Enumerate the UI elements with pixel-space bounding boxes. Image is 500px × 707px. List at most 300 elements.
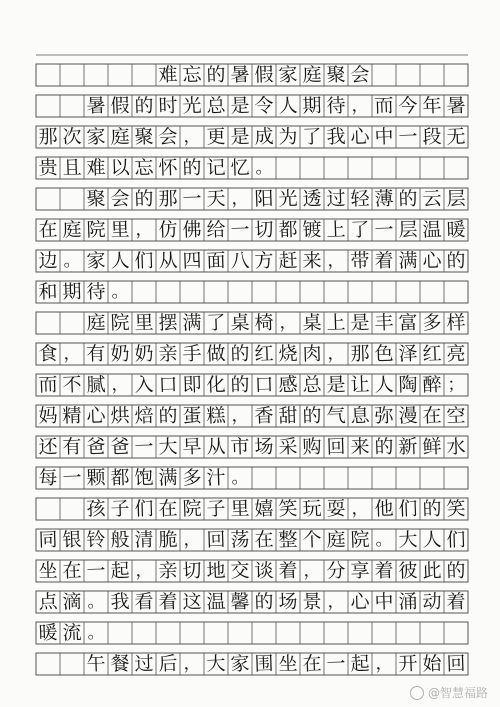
grid-cell: 息 xyxy=(350,404,370,428)
essay-line xyxy=(36,374,468,396)
grid-cell: 不 xyxy=(62,373,82,397)
grid-cell: 天 xyxy=(206,187,226,211)
grid-cell: 新 xyxy=(398,435,418,459)
grid-cell: 的 xyxy=(374,435,394,459)
grid-cell: 暑 xyxy=(230,63,250,87)
grid-cell: 会 xyxy=(350,63,370,87)
grid-cell: 在 xyxy=(254,528,274,552)
grid-cell: 即 xyxy=(182,373,202,397)
grid-cell: 坐 xyxy=(278,652,298,676)
grid-cell: 醉 xyxy=(422,373,442,397)
essay-line xyxy=(36,281,468,303)
grid-cell: 食 xyxy=(38,342,58,366)
grid-cell: 流 xyxy=(62,621,82,645)
grid-cell: 家 xyxy=(278,63,298,87)
grid-cell: 泽 xyxy=(398,342,418,366)
grid-cell xyxy=(204,622,229,645)
grid-cell: 回 xyxy=(326,435,346,459)
grid-cell: 妈 xyxy=(38,404,58,428)
grid-cell: 八 xyxy=(230,249,250,273)
grid-cell xyxy=(132,64,157,87)
grid-cell xyxy=(204,281,229,304)
grid-cell: 成 xyxy=(254,125,274,149)
grid-cell: 仿 xyxy=(158,218,178,242)
grid-cell: 清 xyxy=(134,528,154,552)
grid-cell: 都 xyxy=(110,466,130,490)
grid-cell: 空 xyxy=(446,404,466,428)
grid-cell: 忘 xyxy=(134,156,154,180)
grid-cell: ， xyxy=(375,653,393,675)
grid-cell: 从 xyxy=(158,249,178,273)
grid-cell: 的 xyxy=(446,559,466,583)
grid-cell: 水 xyxy=(446,435,466,459)
grid-cell: 分 xyxy=(326,559,346,583)
grid-cell: 庭 xyxy=(110,125,130,149)
grid-cell xyxy=(252,622,277,645)
watermark-logo-icon xyxy=(410,686,424,700)
grid-cell: 一 xyxy=(374,218,394,242)
grid-cell: 围 xyxy=(254,652,274,676)
essay-line xyxy=(36,219,468,241)
grid-cell: 以 xyxy=(110,156,130,180)
grid-cell: 那 xyxy=(158,187,178,211)
grid-cell xyxy=(228,281,253,304)
grid-cell: 的 xyxy=(398,187,418,211)
grid-cell xyxy=(300,281,325,304)
grid-cell: 椅 xyxy=(254,311,274,335)
grid-cell: 难 xyxy=(86,156,106,180)
grid-cell: 。 xyxy=(87,591,105,613)
grid-cell: 烧 xyxy=(278,342,298,366)
grid-cell: 早 xyxy=(182,435,202,459)
grid-cell: 心 xyxy=(422,249,442,273)
grid-cell: 爸 xyxy=(86,435,106,459)
essay-line xyxy=(36,250,468,272)
grid-cell xyxy=(396,157,421,180)
grid-cell: 段 xyxy=(422,125,442,149)
grid-cell: 们 xyxy=(398,497,418,521)
grid-cell xyxy=(444,281,469,304)
grid-cell: 云 xyxy=(422,187,442,211)
grid-cell: 院 xyxy=(350,528,370,552)
grid-cell: 聚 xyxy=(86,187,106,211)
grid-cell: 一 xyxy=(86,559,106,583)
grid-cell: 化 xyxy=(206,373,226,397)
grid-cell: 透 xyxy=(302,187,322,211)
grid-cell xyxy=(372,467,397,490)
grid-cell: 亲 xyxy=(158,559,178,583)
grid-cell: 桌 xyxy=(230,311,250,335)
grid-cell: 在 xyxy=(302,652,322,676)
grid-cell: 上 xyxy=(326,218,346,242)
grid-cell: 甜 xyxy=(278,404,298,428)
grid-cell: 样 xyxy=(446,311,466,335)
grid-cell: 开 xyxy=(398,652,418,676)
grid-cell: 家 xyxy=(86,125,106,149)
grid-cell: 一 xyxy=(230,218,250,242)
grid-cell: 怀 xyxy=(158,156,178,180)
grid-cell: 我 xyxy=(110,590,130,614)
grid-cell xyxy=(396,281,421,304)
grid-cell: 满 xyxy=(398,249,418,273)
grid-cell xyxy=(372,157,397,180)
grid-cell: 时 xyxy=(158,94,178,118)
grid-cell xyxy=(396,467,421,490)
grid-cell: 里 xyxy=(134,311,154,335)
grid-cell: 滴 xyxy=(62,590,82,614)
grid-cell xyxy=(324,622,349,645)
grid-cell: 蛋 xyxy=(182,404,202,428)
grid-cell: 他 xyxy=(374,497,394,521)
grid-cell: 了 xyxy=(350,218,370,242)
grid-cell xyxy=(36,498,61,521)
grid-cell: 景 xyxy=(302,590,322,614)
grid-cell: 今 xyxy=(398,94,418,118)
grid-cell: 奶 xyxy=(110,342,130,366)
grid-cell: 是 xyxy=(350,311,370,335)
essay-line xyxy=(36,622,468,644)
grid-cell: 场 xyxy=(278,590,298,614)
grid-cell xyxy=(372,622,397,645)
grid-cell: 里 xyxy=(110,218,130,242)
grid-cell: 每 xyxy=(38,466,58,490)
grid-cell: 孩 xyxy=(86,497,106,521)
grid-cell xyxy=(132,281,157,304)
essay-line xyxy=(36,157,468,179)
grid-cell: 带 xyxy=(350,249,370,273)
grid-cell: 。 xyxy=(87,622,105,644)
grid-cell: 在 xyxy=(158,497,178,521)
grid-cell xyxy=(108,64,133,87)
grid-cell: 嬉 xyxy=(254,497,274,521)
grid-cell xyxy=(372,281,397,304)
grid-cell: 年 xyxy=(422,94,442,118)
grid-cell: 精 xyxy=(62,404,82,428)
essay-line xyxy=(36,126,468,148)
grid-cell: 更 xyxy=(206,125,226,149)
grid-cell: 这 xyxy=(182,590,202,614)
grid-cell: 的 xyxy=(446,249,466,273)
grid-cell: 坐 xyxy=(38,559,58,583)
grid-cell: 聚 xyxy=(134,125,154,149)
grid-cell: 次 xyxy=(62,125,82,149)
grid-cell xyxy=(276,622,301,645)
grid-cell: 馨 xyxy=(230,590,250,614)
grid-cell: 子 xyxy=(206,497,226,521)
grid-cell: 此 xyxy=(422,559,442,583)
grid-cell: 的 xyxy=(134,94,154,118)
grid-cell: 而 xyxy=(38,373,58,397)
grid-cell: 始 xyxy=(422,652,442,676)
grid-cell: 满 xyxy=(158,466,178,490)
grid-cell: 大 xyxy=(206,652,226,676)
grid-cell: 轻 xyxy=(350,187,370,211)
essay-line xyxy=(36,498,468,520)
grid-cell: 在 xyxy=(422,404,442,428)
grid-cell: 个 xyxy=(302,528,322,552)
grid-cell xyxy=(420,157,445,180)
grid-cell: 边 xyxy=(38,249,58,273)
grid-cell: ， xyxy=(351,95,369,117)
grid-cell: ， xyxy=(63,343,81,365)
grid-cell: 院 xyxy=(86,218,106,242)
grid-cell: 市 xyxy=(230,435,250,459)
essay-line xyxy=(36,467,468,489)
grid-cell xyxy=(276,157,301,180)
grid-cell: 的 xyxy=(230,342,250,366)
grid-cell: 温 xyxy=(206,590,226,614)
grid-cell: 暖 xyxy=(38,621,58,645)
grid-cell xyxy=(156,622,181,645)
grid-cell: 手 xyxy=(182,342,202,366)
grid-cell: 的 xyxy=(158,404,178,428)
grid-cell: 聚 xyxy=(326,63,346,87)
grid-cell xyxy=(228,622,253,645)
grid-cell: ， xyxy=(135,219,153,241)
grid-cell: 餐 xyxy=(110,652,130,676)
grid-cell xyxy=(324,467,349,490)
grid-cell xyxy=(60,498,85,521)
grid-cell: 烘 xyxy=(110,404,130,428)
grid-cell: 过 xyxy=(326,187,346,211)
grid-cell: ， xyxy=(111,374,129,396)
grid-cell: ， xyxy=(327,343,345,365)
grid-cell: 做 xyxy=(206,342,226,366)
grid-cell: 且 xyxy=(62,156,82,180)
grid-cell: 暑 xyxy=(86,94,106,118)
grid-cell: 。 xyxy=(231,467,249,489)
grid-cell: 着 xyxy=(374,559,394,583)
grid-cell: 假 xyxy=(110,94,130,118)
grid-cell: 购 xyxy=(302,435,322,459)
grid-cell: 一 xyxy=(182,187,202,211)
grid-cell: 口 xyxy=(158,373,178,397)
grid-cell: 颗 xyxy=(86,466,106,490)
grid-cell: 子 xyxy=(110,497,130,521)
grid-cell: 满 xyxy=(182,311,202,335)
grid-cell xyxy=(396,622,421,645)
grid-cell xyxy=(36,95,61,118)
grid-cell: 笑 xyxy=(278,497,298,521)
essay-line xyxy=(36,560,468,582)
grid-cell xyxy=(324,157,349,180)
grid-cell: 起 xyxy=(350,652,370,676)
grid-cell: 鲜 xyxy=(422,435,442,459)
grid-cell: 光 xyxy=(182,94,202,118)
grid-cell: 奶 xyxy=(134,342,154,366)
grid-cell: 记 xyxy=(206,156,226,180)
grid-cell: 中 xyxy=(374,590,394,614)
grid-cell: 有 xyxy=(86,342,106,366)
grid-cell: 地 xyxy=(206,559,226,583)
grid-cell: 腻 xyxy=(86,373,106,397)
grid-cell: 大 xyxy=(398,528,418,552)
grid-cell: 亮 xyxy=(446,342,466,366)
grid-cell: ， xyxy=(327,250,345,272)
grid-cell: ， xyxy=(327,591,345,613)
grid-cell: 彼 xyxy=(398,559,418,583)
grid-cell: 方 xyxy=(254,249,274,273)
grid-cell: 感 xyxy=(278,373,298,397)
grid-cell xyxy=(300,157,325,180)
grid-cell: 是 xyxy=(230,125,250,149)
grid-cell: 红 xyxy=(422,342,442,366)
grid-cell: 有 xyxy=(62,435,82,459)
grid-cell: 家 xyxy=(230,652,250,676)
grid-cell: 的 xyxy=(182,156,202,180)
grid-cell xyxy=(60,653,85,676)
grid-cell xyxy=(444,157,469,180)
grid-cell: 们 xyxy=(134,497,154,521)
grid-cell xyxy=(252,281,277,304)
grid-cell: 里 xyxy=(230,497,250,521)
grid-cell: 是 xyxy=(326,373,346,397)
grid-cell: 动 xyxy=(422,590,442,614)
grid-cell: 荡 xyxy=(230,528,250,552)
grid-cell: 交 xyxy=(230,559,250,583)
grid-cell: 耍 xyxy=(326,497,346,521)
grid-cell: 陶 xyxy=(398,373,418,397)
grid-cell: 待 xyxy=(326,94,346,118)
grid-cell xyxy=(420,467,445,490)
grid-cell: 午 xyxy=(86,652,106,676)
essay-title-row xyxy=(36,64,468,86)
grid-cell xyxy=(132,622,157,645)
grid-cell: 期 xyxy=(302,94,322,118)
grid-cell: 那 xyxy=(38,125,58,149)
grid-cell: 一 xyxy=(62,466,82,490)
grid-cell: ， xyxy=(183,529,201,551)
grid-cell: 的 xyxy=(422,497,442,521)
grid-cell: 多 xyxy=(182,466,202,490)
grid-cell: 光 xyxy=(278,187,298,211)
grid-cell: 起 xyxy=(110,559,130,583)
grid-cell: 焙 xyxy=(134,404,154,428)
grid-cell: 回 xyxy=(446,652,466,676)
grid-cell: 口 xyxy=(254,373,274,397)
grid-cell: 着 xyxy=(158,590,178,614)
grid-cell: 饱 xyxy=(134,466,154,490)
grid-cell xyxy=(180,622,205,645)
grid-cell: 在 xyxy=(38,218,58,242)
grid-cell: 面 xyxy=(206,249,226,273)
grid-cell: 气 xyxy=(326,404,346,428)
grid-cell: 亲 xyxy=(158,342,178,366)
grid-cell: 庭 xyxy=(62,218,82,242)
grid-cell: 的 xyxy=(206,63,226,87)
grid-cell: 家 xyxy=(86,249,106,273)
grid-cell: 心 xyxy=(350,125,370,149)
grid-cell xyxy=(396,64,421,87)
grid-cell: 了 xyxy=(206,311,226,335)
grid-cell xyxy=(372,64,397,87)
grid-cell: 无 xyxy=(446,125,466,149)
grid-cell: 贵 xyxy=(38,156,58,180)
grid-cell: 采 xyxy=(278,435,298,459)
grid-cell: 回 xyxy=(206,528,226,552)
watermark xyxy=(410,684,488,701)
grid-cell: 院 xyxy=(182,497,202,521)
grid-cell: 了 xyxy=(302,125,322,149)
grid-cell: 假 xyxy=(254,63,274,87)
grid-cell: 庭 xyxy=(302,63,322,87)
grid-cell: 薄 xyxy=(374,187,394,211)
grid-cell xyxy=(420,281,445,304)
grid-cell: 看 xyxy=(134,590,154,614)
grid-cell: 是 xyxy=(230,94,250,118)
grid-cell: 中 xyxy=(374,125,394,149)
grid-cell xyxy=(420,622,445,645)
essay-line xyxy=(36,343,468,365)
grid-cell: 为 xyxy=(278,125,298,149)
grid-cell xyxy=(444,467,469,490)
grid-cell: 多 xyxy=(422,311,442,335)
grid-cell: 般 xyxy=(110,528,130,552)
grid-cell: 着 xyxy=(446,590,466,614)
grid-cell: ， xyxy=(303,560,321,582)
grid-cell: 点 xyxy=(38,590,58,614)
grid-cell: 总 xyxy=(206,94,226,118)
grid-cell: 会 xyxy=(158,125,178,149)
grid-cell: 谈 xyxy=(254,559,274,583)
grid-cell: 佛 xyxy=(182,218,202,242)
essay-line xyxy=(36,591,468,613)
grid-cell: 而 xyxy=(374,94,394,118)
grid-cell: 和 xyxy=(38,280,58,304)
grid-cell: 。 xyxy=(375,529,393,551)
grid-cell: 银 xyxy=(62,528,82,552)
grid-cell xyxy=(60,95,85,118)
grid-cell: 总 xyxy=(302,373,322,397)
grid-cell: 摆 xyxy=(158,311,178,335)
grid-cell: 院 xyxy=(110,311,130,335)
grid-cell xyxy=(300,622,325,645)
grid-cell: 待 xyxy=(86,280,106,304)
grid-cell: 人 xyxy=(374,373,394,397)
grid-cell: 大 xyxy=(158,435,178,459)
grid-cell: 的 xyxy=(302,404,322,428)
grid-cell: ， xyxy=(183,653,201,675)
grid-cell: 弥 xyxy=(374,404,394,428)
grid-cell: 镀 xyxy=(302,218,322,242)
grid-cell xyxy=(60,188,85,211)
grid-cell: 来 xyxy=(302,249,322,273)
grid-cell: 的 xyxy=(254,590,274,614)
essay-line xyxy=(36,95,468,117)
grid-cell: 的 xyxy=(134,187,154,211)
grid-cell: 一 xyxy=(134,435,154,459)
grid-cell xyxy=(180,281,205,304)
grid-cell: 我 xyxy=(326,125,346,149)
grid-cell xyxy=(60,64,85,87)
grid-cell: 。 xyxy=(111,281,129,303)
grid-cell: ， xyxy=(231,405,249,427)
grid-cell xyxy=(348,467,373,490)
grid-cell: 都 xyxy=(278,218,298,242)
grid-cell: 让 xyxy=(350,373,370,397)
grid-cell: 铃 xyxy=(86,528,106,552)
grid-cell: 爸 xyxy=(110,435,130,459)
grid-cell: 给 xyxy=(206,218,226,242)
grid-cell: 人 xyxy=(278,94,298,118)
grid-cell: 庭 xyxy=(326,528,346,552)
grid-cell: 人 xyxy=(110,249,130,273)
grid-cell xyxy=(276,467,301,490)
grid-cell: 着 xyxy=(278,559,298,583)
grid-cell: 一 xyxy=(326,652,346,676)
essay-line xyxy=(36,436,468,458)
essay-line xyxy=(36,312,468,334)
